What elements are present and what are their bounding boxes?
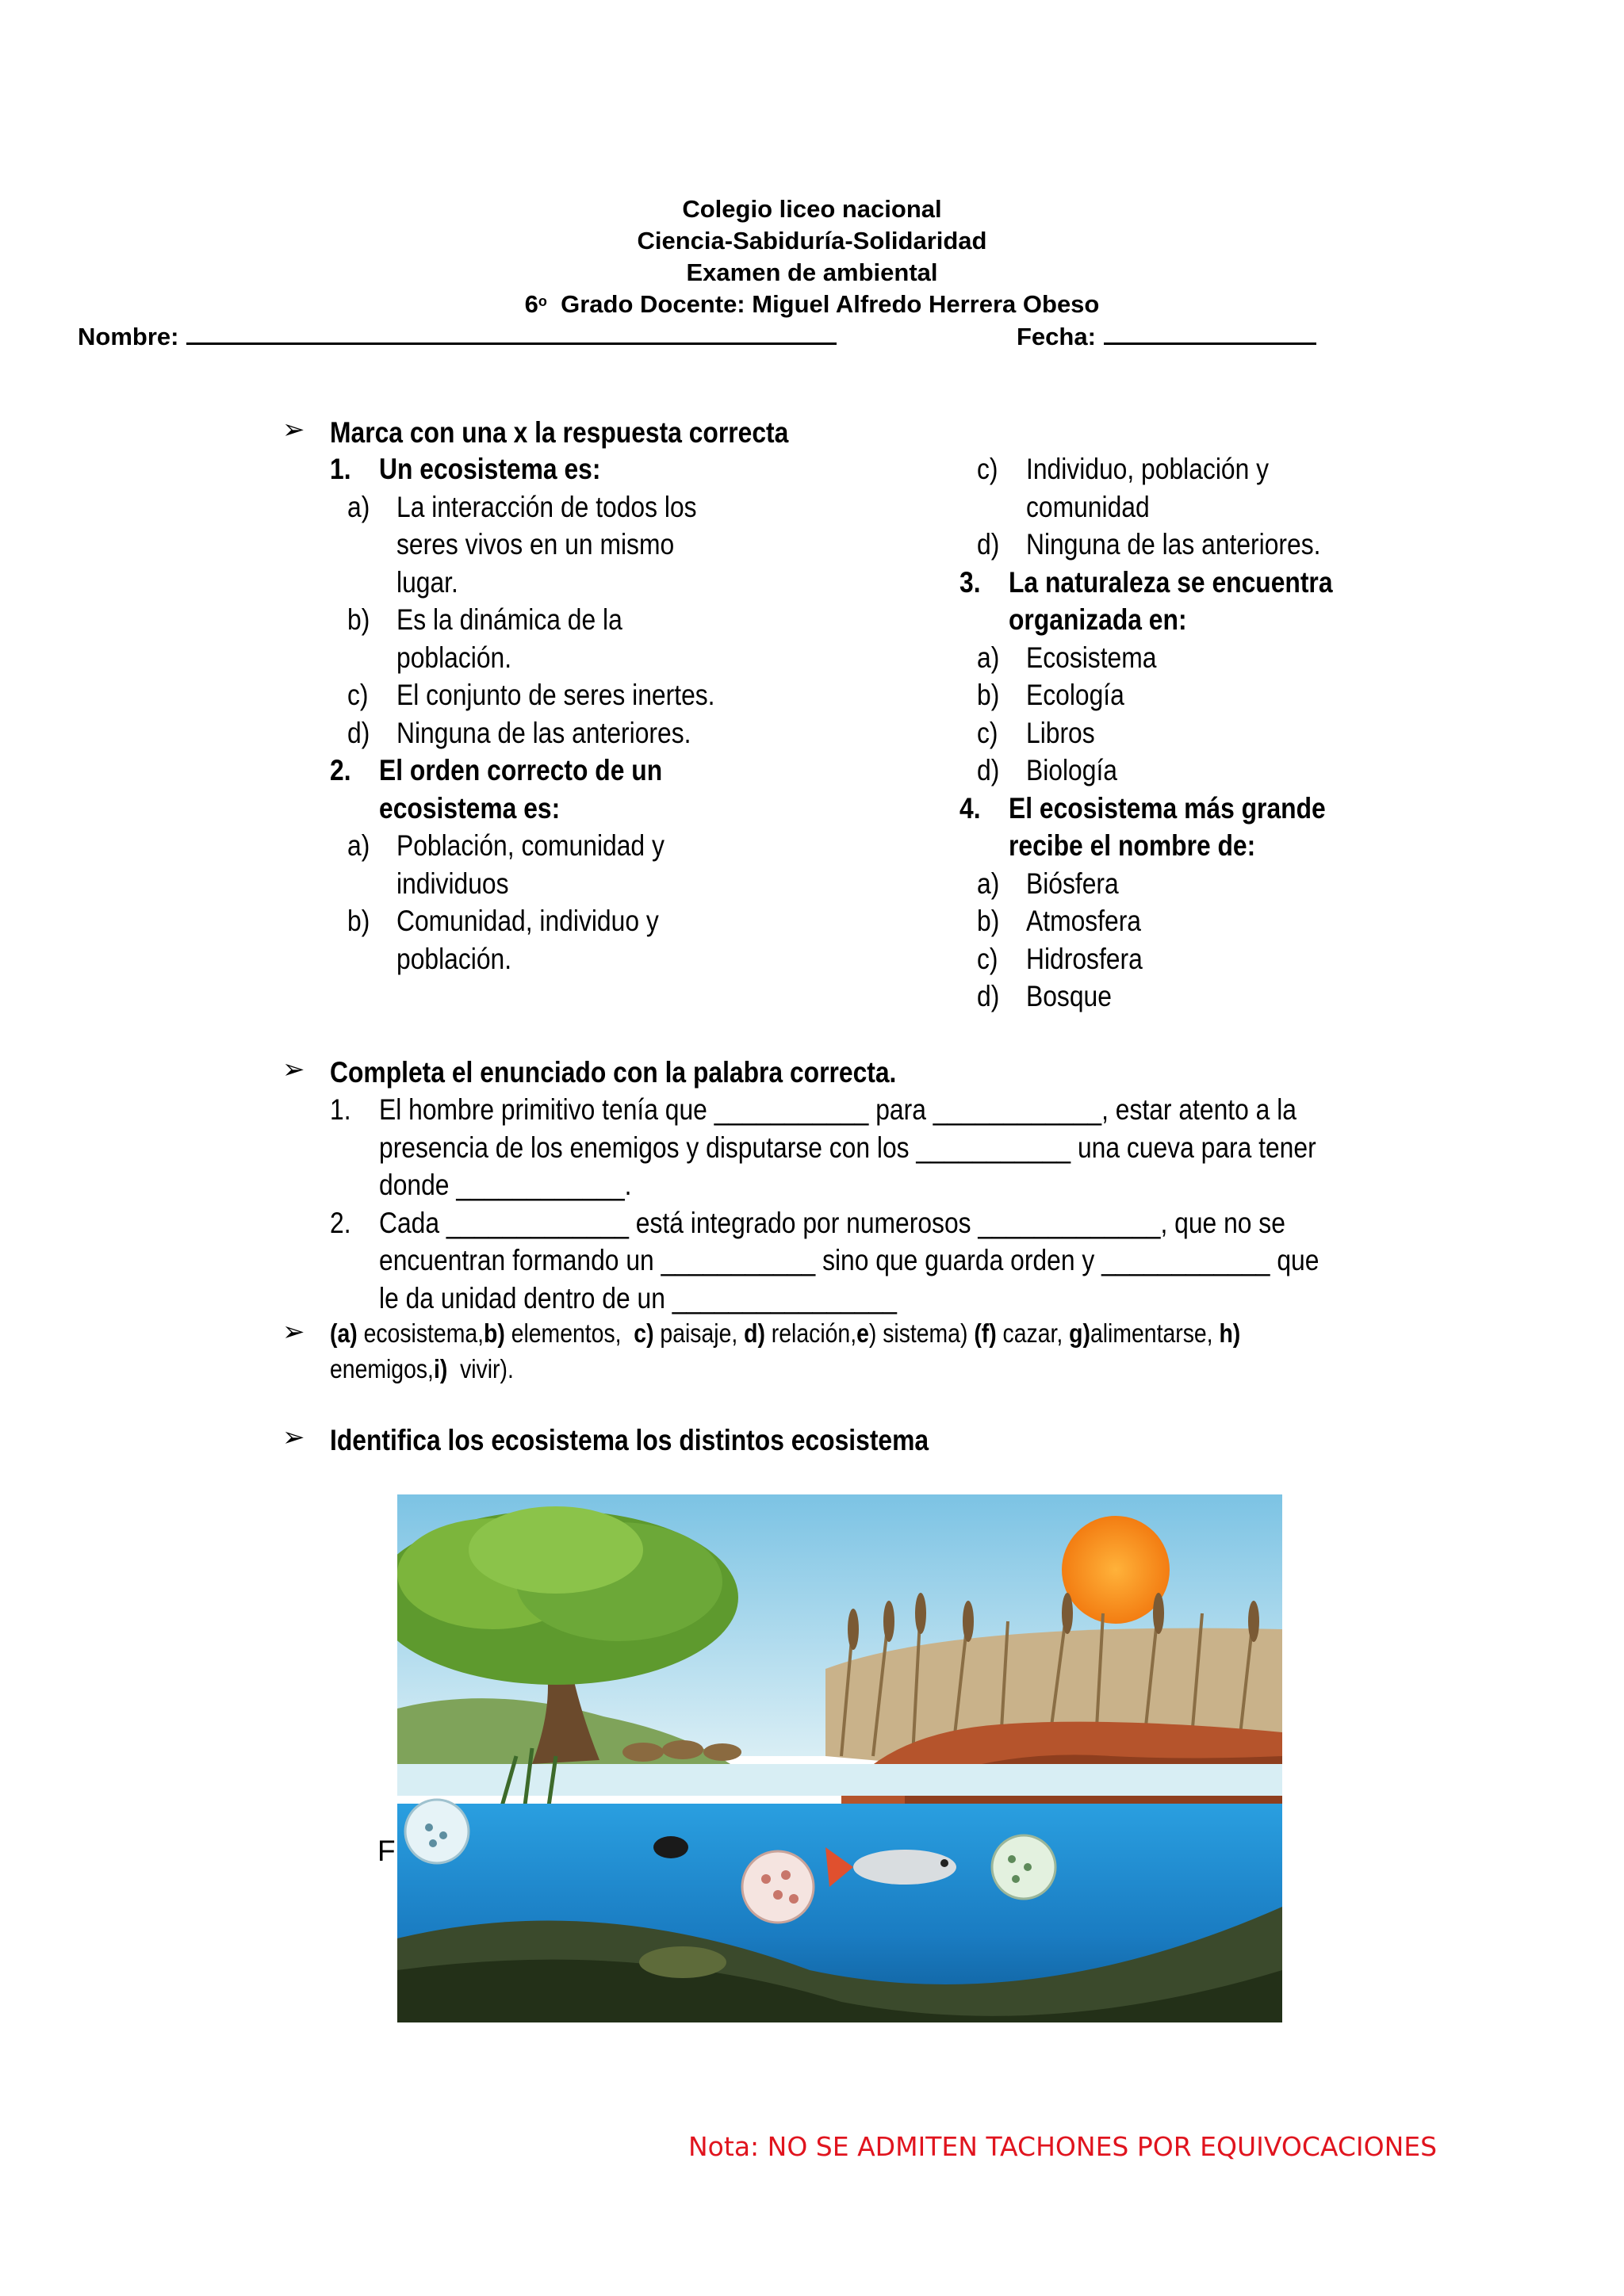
date-input-line[interactable] [1104,320,1316,345]
option-letter: b) [977,679,1000,711]
question-number: 4. [959,791,981,825]
item-number: 2. [330,1206,351,1239]
word-bank-word: enemigos, [330,1354,434,1383]
word-bank-word: vivir). [447,1354,514,1383]
option-letter: d) [347,716,370,749]
arrow-bullet-icon: ➢ [282,1422,305,1453]
question-number: 1. [330,453,351,485]
name-input-line[interactable] [186,320,837,345]
option-text: El conjunto de seres inertes. [396,679,715,711]
question-2-text: El orden correcto de un [379,754,663,786]
arrow-bullet-icon: ➢ [282,414,305,446]
fill-in-line: le da unidad dentro de un ________________ [379,1281,897,1314]
question-q3-text: La naturaleza se encuentra [1009,565,1333,599]
question-q4-text: recibe el nombre de: [1009,829,1256,862]
word-bank-key: d) [744,1318,765,1348]
word-bank-key: (f) [974,1318,997,1348]
fill-in-line: donde ____________. [379,1169,632,1201]
word-bank-key: c) [634,1318,654,1348]
question-q3-text: organizada en: [1009,603,1187,636]
section2-title: Completa el enunciado con la palabra correcta. [330,1056,897,1089]
option-text: Biología [1026,754,1117,786]
option-letter: d) [977,980,1000,1012]
word-bank-key: e [856,1318,869,1348]
question-1-text: Un ecosistema es: [379,453,601,485]
name-label: Nombre: [78,323,179,350]
water-beetle [653,1836,688,1858]
nota-warning: Nota: NO SE ADMITEN TACHONES POR EQUIVOCACIONES [688,2131,1438,2162]
word-bank-line-2 [330,1352,514,1387]
grade-teacher-line [0,289,1624,320]
word-bank-word: elementos, [504,1318,634,1348]
fill-in-line: Cada _____________ está integrado por numerosos _____________, que no se [379,1206,1285,1239]
option-text: Libros [1026,716,1095,749]
school-motto: Ciencia-Sabiduría-Solidaridad [637,227,987,254]
option-text: población. [396,942,512,975]
option-text: Biósfera [1026,867,1119,900]
date-field-row [1017,320,1316,353]
option-text: Ninguna de las anteriores. [1026,528,1321,561]
option-letter: d) [977,754,1000,786]
date-label: Fecha: [1017,323,1096,350]
fill-in-line: presencia de los enemigos y disputarse con los ___________ una cueva para tener [379,1131,1316,1164]
arrow-bullet-icon: ➢ [282,1054,305,1085]
grade-teacher: Grado Docente: Miguel Alfredo Herrera Obeso [546,290,1100,318]
option-letter: c) [977,716,998,749]
option-letter: b) [347,603,370,636]
option-letter: c) [977,942,998,975]
grade-number: 6 [524,290,538,318]
word-bank-word: paisaje, [653,1318,745,1348]
option-text: Hidrosfera [1026,942,1143,975]
word-bank-word: cazar, [996,1318,1070,1348]
fill-in-line: El hombre primitivo tenía que ___________ para ____________, estar atento a la [379,1093,1297,1126]
word-bank-key: g) [1069,1318,1090,1348]
school-name: Colegio liceo nacional [682,195,942,223]
option-text: seres vivos en un mismo [396,528,675,561]
word-bank-key: b) [484,1318,505,1348]
word-bank-key: i) [433,1354,448,1383]
word-bank-word: relación, [764,1318,857,1348]
option-text: Población, comunidad y [396,829,665,862]
option-letter: b) [347,905,370,937]
ecosystem-svg [397,1494,1282,2022]
section3-title: Identifica los ecosistema los distintos ecosistema [330,1424,929,1456]
option-text: lugar. [396,565,458,599]
plankton-circle [742,1851,814,1923]
question-number: 2. [330,754,351,786]
option-text: individuos [396,867,509,900]
grade-superscript: o [538,293,547,309]
word-bank-word: alimentarse, [1090,1318,1220,1348]
option-text: Ninguna de las anteriores. [396,716,691,749]
option-text: Atmosfera [1026,905,1142,937]
option-text: Individuo, población y [1026,453,1270,485]
option-letter: a) [977,641,1000,674]
option-text: Comunidad, individuo y [396,905,659,937]
option-letter: a) [977,867,1000,900]
question-2-text: ecosistema es: [379,791,561,825]
word-bank-key: (a) [330,1318,358,1348]
word-bank-word: ecosistema, [357,1318,485,1348]
ecosystem-illustration [397,1494,1282,2022]
plankton-circle [405,1800,469,1863]
option-letter: a) [347,829,370,862]
option-letter: d) [977,528,1000,561]
item-number: 1. [330,1093,351,1126]
fill-in-line: encuentran formando un ___________ sino que guarda orden y ____________ que [379,1244,1320,1276]
word-bank-key: h) [1219,1318,1241,1348]
option-text: comunidad [1026,490,1150,523]
stray-letter: F [377,1835,396,1867]
option-letter: c) [977,453,998,485]
word-bank-line-1 [330,1316,1240,1351]
option-text: Bosque [1026,980,1112,1012]
question-q4-text: El ecosistema más grande [1009,791,1326,825]
option-letter: a) [347,490,370,523]
option-letter: c) [347,679,369,711]
exam-title: Examen de ambiental [686,258,938,286]
option-letter: b) [977,905,1000,937]
option-text: Es la dinámica de la [396,603,622,636]
question-number: 3. [959,565,981,599]
option-text: población. [396,641,512,674]
bottom-fish [639,1946,726,1978]
ducks [622,1740,741,1762]
name-field-row [78,320,837,353]
arrow-bullet-icon: ➢ [282,1316,305,1348]
option-text: La interacción de todos los [396,490,697,523]
word-bank-word: ) sistema) [868,1318,975,1348]
section1-title: Marca con una x la respuesta correcta [330,416,789,449]
option-text: Ecosistema [1026,641,1157,674]
option-text: Ecología [1026,679,1124,711]
